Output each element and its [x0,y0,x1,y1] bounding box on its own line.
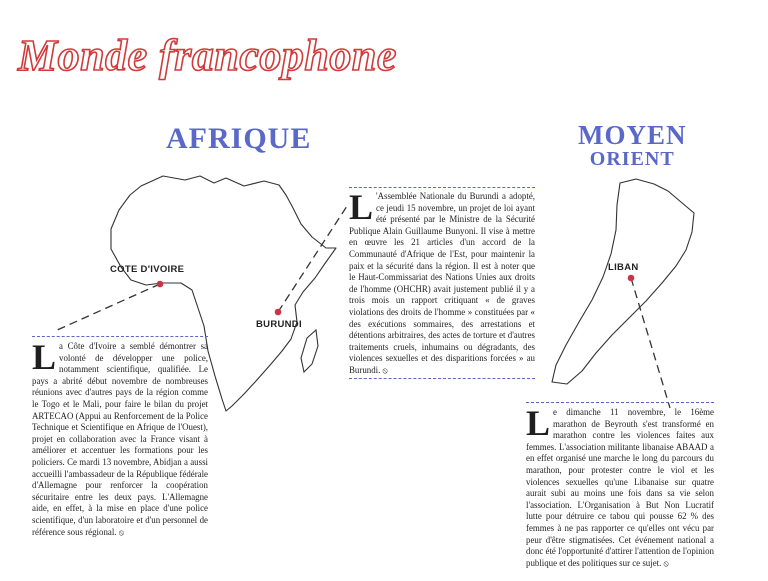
article-liban [526,403,714,569]
connector-burundi [278,203,349,312]
marker-liban [628,275,635,282]
article-text: e dimanche 11 novembre, le 16ème marathon de Beyrouth s'est transformé en marathon contre les violences faites aux femmes. L'association militante libanaise ABAAD a en effet organisé une marche le long du parcours du marathon, pour protester contre le viol et les violences sexuelles qu'une Libanaise sur quatre aurait subi au moins une fois dans sa vie selon l'association. L'Organisation à But Non Lucratif lutte pour détruire ce tabou qui pousse 62 % des femmes à ne pas rapporter ce qu'elles ont vécu par peur d'être stigmatisées. Cet événement national a donc été l'opportunité d'attirer l'attention de l'opinion publique et des politiques sur ce sujet. [526,407,714,568]
lebanon-map [552,179,694,384]
marker-burundi [275,309,282,316]
dropcap: L [349,187,374,227]
map-label-burundi: BURUNDI [256,319,302,330]
region-heading-line-1: MOYEN [578,120,687,150]
end-of-article-icon: ⦸ [118,527,124,537]
marker-cote [157,281,164,288]
end-of-article-icon: ⦸ [663,558,669,568]
dropcap: L [32,337,57,377]
region-heading-afrique: AFRIQUE [166,122,312,155]
map-label-liban: LIBAN [608,262,639,273]
region-heading-line-2: ORIENT [589,148,675,170]
madagascar-map [301,330,318,372]
map-label-cote: COTE D'IVOIRE [110,264,185,275]
connector-cote [55,284,160,331]
article-text: 'Assemblée Nationale du Burundi a adopté, ce jeudi 15 novembre, un projet de loi ayant été présenté par le Ministre de la Sécurité Publique Alain Guillaume Bunyoni. Il vise à mettre en œuvre les 21 articles d'un accord de la Communauté d'Afrique de l'Est, pour maintenir la paix et la sécurité dans la région. Il est à noter que le Haut-Commissariat des Nations Unies aux droits de l'homme (OHCHR) avait justement publié il y a trois mois un rapport critiquant « de graves violations des droits de l'homme » constituées par « des exécutions sommaires, des arrestations et détentions arbitraires, des actes de torture et d'autres traitements cruels, inhumains ou dégradants, des violences sexuelles et des disparitions forcées » au Burundi. [349,191,535,375]
end-of-article-icon: ⦸ [382,365,388,375]
page-title: Monde francophone [18,31,397,80]
article-rule-liban [526,402,714,403]
article-text: a Côte d'Ivoire a semblé démontrer sa volonté de développer une police, notamment scientifique, qualifiée. Le pays a abrité début novembre de nombreuses réunions avec d'autres pays de la région comme le Togo et le Mali, pour faire le bilan du projet ARTECAO (Appui au Renforcement de la Police Technique et Scientifique en Afrique de l'Ouest), projet en collaboration avec la France visant à améliorer et accentuer les formations pour les policiers. Ce mardi 13 novembre, Abidjan a aussi accueilli l'ambassadeur de la République fédérale d'Allemagne pour renforcer la coopération sécuritaire entre les deux pays. L'Allemagne aide, en effet, à la mise en place d'une police scientifique, d'un laboratoire et d'un personnel de référence sous régional. [32,341,208,537]
article-burundi [349,187,535,377]
dropcap: L [526,403,551,443]
connector-liban [631,278,670,408]
article-rule-burundi-bottom [349,378,535,379]
article-rule-burundi [349,187,535,188]
article-cote [32,337,208,538]
article-rule-cote [32,336,208,337]
